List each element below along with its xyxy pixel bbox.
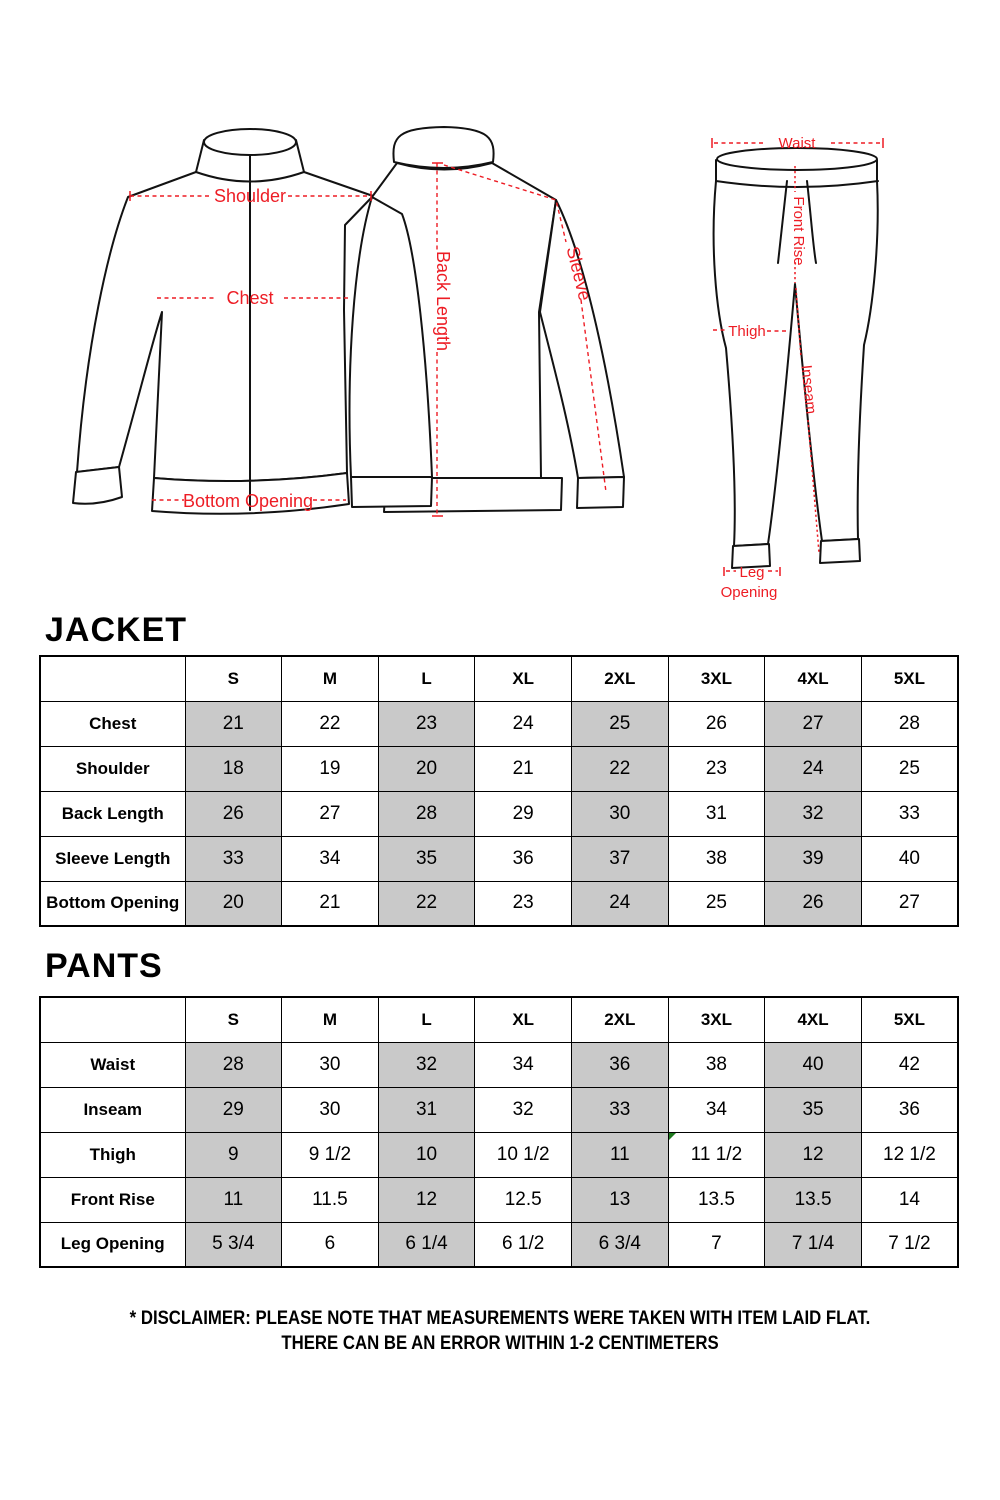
size-value-cell: 21 — [282, 881, 379, 926]
measurement-row-label: Thigh — [40, 1132, 185, 1177]
size-value-cell: 7 1/4 — [765, 1222, 862, 1267]
size-value-cell: 26 — [765, 881, 862, 926]
jacket-front-collar-top — [204, 129, 296, 155]
measurement-row — [40, 1177, 958, 1222]
size-value-cell: 10 1/2 — [475, 1132, 572, 1177]
corner-cell — [40, 656, 185, 701]
jacket-section-title: JACKET — [45, 611, 188, 649]
header-row — [40, 997, 958, 1042]
size-value-cell: 42 — [861, 1042, 958, 1087]
size-value-cell: 27 — [765, 701, 862, 746]
jacket-back-right-sleeve — [540, 200, 624, 478]
size-value-cell: 26 — [185, 791, 282, 836]
size-value-cell: 11 — [572, 1132, 669, 1177]
size-value-cell: 23 — [475, 881, 572, 926]
size-value-cell: 9 1/2 — [282, 1132, 379, 1177]
size-value-cell: 32 — [765, 791, 862, 836]
corner-cell — [40, 997, 185, 1042]
size-value-cell: 26 — [668, 701, 765, 746]
size-value-cell: 28 — [861, 701, 958, 746]
size-value-cell: 36 — [572, 1042, 669, 1087]
bottom-opening-label: Bottom Opening — [182, 491, 314, 511]
size-value-cell: 35 — [378, 836, 475, 881]
jacket-size-table — [39, 655, 959, 927]
size-value-cell: 12 1/2 — [861, 1132, 958, 1177]
size-value-cell: 31 — [668, 791, 765, 836]
size-value-cell: 24 — [572, 881, 669, 926]
measurement-row-label: Leg Opening — [40, 1222, 185, 1267]
size-column-header: L — [378, 656, 475, 701]
size-value-cell: 6 1/4 — [378, 1222, 475, 1267]
measurement-row — [40, 791, 958, 836]
size-value-cell: 28 — [378, 791, 475, 836]
disclaimer-line-1: * DISCLAIMER: PLEASE NOTE THAT MEASUREMENTS WERE TAKEN WITH ITEM LAID FLAT. — [129, 1307, 871, 1329]
measurement-row-label: Back Length — [40, 791, 185, 836]
measurement-row-label: Inseam — [40, 1087, 185, 1132]
chest-label: Chest — [226, 288, 274, 308]
size-value-cell: 6 — [282, 1222, 379, 1267]
size-value-cell: 6 3/4 — [572, 1222, 669, 1267]
measurement-row-label: Waist — [40, 1042, 185, 1087]
size-value-cell: 7 1/2 — [861, 1222, 958, 1267]
jacket-back-collar — [393, 127, 493, 168]
pants-section-title: PANTS — [45, 947, 163, 985]
measurement-row-label: Chest — [40, 701, 185, 746]
size-value-cell: 30 — [282, 1087, 379, 1132]
measurement-row — [40, 881, 958, 926]
size-value-cell: 34 — [282, 836, 379, 881]
size-value-cell: 20 — [185, 881, 282, 926]
size-value-cell: 36 — [861, 1087, 958, 1132]
leg-opening-label-line1: Leg — [739, 564, 765, 581]
size-value-cell: 38 — [668, 836, 765, 881]
size-value-cell: 29 — [185, 1087, 282, 1132]
size-column-header: 5XL — [861, 656, 958, 701]
size-column-header: S — [185, 997, 282, 1042]
size-value-cell: 19 — [282, 746, 379, 791]
size-column-header: XL — [475, 656, 572, 701]
size-value-cell: 22 — [378, 881, 475, 926]
size-value-cell: 13 — [572, 1177, 669, 1222]
size-value-cell: 40 — [765, 1042, 862, 1087]
size-value-cell: 27 — [861, 881, 958, 926]
pants-right-cuff — [820, 539, 860, 563]
size-value-cell: 25 — [572, 701, 669, 746]
inseam-label: Inseam — [797, 364, 820, 415]
size-value-cell: 23 — [378, 701, 475, 746]
size-value-cell: 18 — [185, 746, 282, 791]
size-column-header: L — [378, 997, 475, 1042]
size-value-cell: 7 — [668, 1222, 765, 1267]
shoulder-label: Shoulder — [213, 186, 287, 206]
size-column-header: 2XL — [572, 997, 669, 1042]
size-value-cell: 28 — [185, 1042, 282, 1087]
size-value-cell: 30 — [572, 791, 669, 836]
size-value-cell: 35 — [765, 1087, 862, 1132]
front-rise-label: Front Rise — [790, 196, 807, 266]
size-value-cell: 34 — [475, 1042, 572, 1087]
size-value-cell: 34 — [668, 1087, 765, 1132]
size-value-cell: 9 — [185, 1132, 282, 1177]
size-value-cell: 40 — [861, 836, 958, 881]
measurement-row-label: Sleeve Length — [40, 836, 185, 881]
size-value-cell: 27 — [282, 791, 379, 836]
measurement-row — [40, 746, 958, 791]
size-value-cell: 33 — [572, 1087, 669, 1132]
size-column-header: 4XL — [765, 656, 862, 701]
leg-opening-label-line2: Opening — [720, 584, 778, 601]
thigh-label: Thigh — [728, 323, 766, 340]
size-column-header: 3XL — [668, 997, 765, 1042]
size-value-cell: 12.5 — [475, 1177, 572, 1222]
size-value-cell: 25 — [861, 746, 958, 791]
size-value-cell: 22 — [572, 746, 669, 791]
size-value-cell: 32 — [475, 1087, 572, 1132]
measurement-row — [40, 701, 958, 746]
waist-label: Waist — [778, 135, 816, 152]
size-value-cell: 12 — [378, 1177, 475, 1222]
size-value-cell: 11 — [185, 1177, 282, 1222]
measurement-row-label: Bottom Opening — [40, 881, 185, 926]
size-value-cell: 37 — [572, 836, 669, 881]
size-value-cell: 14 — [861, 1177, 958, 1222]
size-value-cell: 31 — [378, 1087, 475, 1132]
measurement-row — [40, 1132, 958, 1177]
size-column-header: 3XL — [668, 656, 765, 701]
size-value-cell: 6 1/2 — [475, 1222, 572, 1267]
size-value-cell: 24 — [475, 701, 572, 746]
size-value-cell: 11 1/2 — [668, 1132, 765, 1177]
size-column-header: M — [282, 656, 379, 701]
size-value-cell: 32 — [378, 1042, 475, 1087]
jacket-front-cuff — [73, 467, 122, 504]
size-value-cell: 12 — [765, 1132, 862, 1177]
size-value-cell: 20 — [378, 746, 475, 791]
size-value-cell: 21 — [185, 701, 282, 746]
disclaimer-note — [70, 1306, 930, 1356]
jacket-back-left-cuff — [351, 477, 432, 507]
size-value-cell: 33 — [861, 791, 958, 836]
size-column-header: XL — [475, 997, 572, 1042]
measurement-row — [40, 1087, 958, 1132]
size-column-header: 5XL — [861, 997, 958, 1042]
size-value-cell: 24 — [765, 746, 862, 791]
size-value-cell: 39 — [765, 836, 862, 881]
size-value-cell: 5 3/4 — [185, 1222, 282, 1267]
size-value-cell: 22 — [282, 701, 379, 746]
size-value-cell: 13.5 — [668, 1177, 765, 1222]
size-value-cell: 23 — [668, 746, 765, 791]
measurement-row — [40, 1222, 958, 1267]
size-value-cell: 13.5 — [765, 1177, 862, 1222]
size-column-header: M — [282, 997, 379, 1042]
garment-diagrams — [0, 0, 1000, 625]
measurement-row-label: Front Rise — [40, 1177, 185, 1222]
size-value-cell: 11.5 — [282, 1177, 379, 1222]
size-column-header: S — [185, 656, 282, 701]
size-value-cell: 29 — [475, 791, 572, 836]
size-column-header: 2XL — [572, 656, 669, 701]
size-column-header: 4XL — [765, 997, 862, 1042]
size-value-cell: 33 — [185, 836, 282, 881]
jacket-back-right-cuff — [577, 477, 624, 508]
size-value-cell: 10 — [378, 1132, 475, 1177]
size-value-cell: 36 — [475, 836, 572, 881]
pants-size-table — [39, 996, 959, 1268]
size-value-cell: 38 — [668, 1042, 765, 1087]
size-value-cell: 25 — [668, 881, 765, 926]
header-row — [40, 656, 958, 701]
measurement-row-label: Shoulder — [40, 746, 185, 791]
size-value-cell: 30 — [282, 1042, 379, 1087]
jacket-back-diagram — [350, 127, 624, 512]
cell-note-marker — [669, 1133, 676, 1140]
jacket-front-body — [77, 172, 373, 481]
measurement-row — [40, 836, 958, 881]
measurement-row — [40, 1042, 958, 1087]
disclaimer-line-2: THERE CAN BE AN ERROR WITHIN 1-2 CENTIMETERS — [281, 1332, 719, 1354]
back-length-label: Back Length — [433, 250, 453, 352]
size-value-cell: 21 — [475, 746, 572, 791]
sleeve-label: Sleeve — [562, 244, 596, 303]
